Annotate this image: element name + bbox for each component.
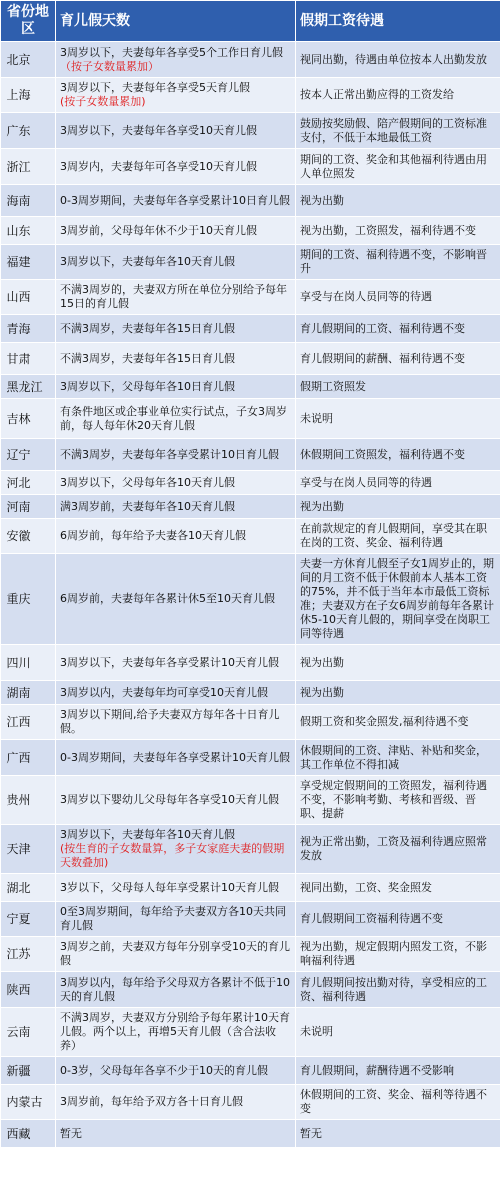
header-pay-treatment: 假期工资待遇 [296,1,500,42]
leave-days-cell [56,1085,296,1120]
table-row [1,315,500,343]
leave-days-text: 3岁以下，父母每人每年享受累计10天育儿假 [60,880,279,894]
table-row [1,245,500,280]
table-row [1,495,500,519]
province-cell: 天津 [1,825,56,874]
leave-days-cell [56,972,296,1008]
leave-days-text: 3周岁以下，夫妻每年各享受累计10天育儿假 [60,655,279,669]
province-cell: 吉林 [1,399,56,439]
leave-days-text: 3周岁以下，夫妻每年各10天育儿假 [60,255,235,268]
province-cell: 湖南 [1,681,56,705]
leave-days-text: 3周岁前，每年给予双方各十日育儿假 [60,1095,243,1108]
pay-treatment-cell: 视为出勤，工资照发，福利待遇不变 [296,217,500,245]
leave-days-cell [56,1008,296,1057]
leave-days-text: 不满3周岁，夫妻每年各15日育儿假 [60,351,235,365]
table-row [1,874,500,902]
leave-days-cell [56,375,296,399]
pay-treatment-cell: 享受规定假期间的工资照发，福利待遇不变，不影响考勤、考核和晋级、晋职、提薪 [296,776,500,825]
pay-treatment-cell: 休假期间的工资、奖金、福利等待遇不变 [296,1085,500,1120]
pay-treatment-cell: 视为出勤 [296,185,500,217]
pay-treatment-cell: 视为出勤 [296,495,500,519]
pay-treatment-cell: 视为出勤 [296,645,500,681]
province-cell: 辽宁 [1,439,56,471]
leave-days-cell [56,1120,296,1148]
leave-days-cell [56,315,296,343]
leave-days-text: 3周岁以下，夫妻每年各享受5个工作日育儿假 [60,45,283,59]
pay-treatment-cell: 育儿假期间的工资、福利待遇不变 [296,315,500,343]
province-cell: 河南 [1,495,56,519]
pay-treatment-cell: 视同出勤，工资、奖金照发 [296,874,500,902]
pay-treatment-cell: 未说明 [296,1008,500,1057]
table-body [1,42,500,1148]
leave-days-cell [56,825,296,874]
pay-treatment-cell: 暂无 [296,1120,500,1148]
table-row [1,78,500,113]
table-row [1,740,500,776]
pay-treatment-cell: 视为正常出勤，工资及福利待遇应照常发放 [296,825,500,874]
pay-treatment-cell: 视为出勤 [296,681,500,705]
pay-treatment-cell: 育儿假期间，薪酬待遇不受影响 [296,1057,500,1085]
leave-days-cell [56,874,296,902]
province-cell: 湖北 [1,874,56,902]
province-cell: 上海 [1,78,56,113]
province-cell: 广西 [1,740,56,776]
leave-days-text: 3周岁以下，父母每年各10天育儿假 [60,475,235,489]
pay-treatment-cell: 视为出勤，规定假期内照发工资，不影响福利待遇 [296,937,500,972]
province-cell: 福建 [1,245,56,280]
leave-days-text: 3周岁以内，夫妻每年均可享受10天育儿假 [60,685,268,699]
table-row [1,399,500,439]
pay-treatment-cell: 享受与在岗人员同等的待遇 [296,471,500,495]
table-row [1,937,500,972]
province-cell: 山东 [1,217,56,245]
leave-days-text: 3周岁以下，夫妻每年各10天育儿假 [60,828,235,841]
province-cell: 甘肃 [1,343,56,375]
province-cell: 江苏 [1,937,56,972]
table-row [1,217,500,245]
leave-days-text: 3周岁以下婴幼儿父母每年各享受10天育儿假 [60,793,279,806]
leave-days-text: 3周岁以下，父母每年各10日育儿假 [60,379,235,393]
province-cell: 安徽 [1,519,56,554]
province-cell: 云南 [1,1008,56,1057]
leave-days-cell [56,471,296,495]
province-cell: 北京 [1,42,56,78]
pay-treatment-cell: 鼓励按奖励假、陪产假期间的工资标准支付，不低于本地最低工资 [296,113,500,149]
table-row [1,705,500,740]
leave-days-cell [56,645,296,681]
leave-days-text: 3周岁以下，夫妻每年各享受10天育儿假 [60,123,257,137]
leave-days-cell [56,149,296,185]
pay-treatment-cell: 育儿假期间工资福利待遇不变 [296,902,500,937]
pay-treatment-cell: 休假期间的工资、津贴、补贴和奖金，其工作单位不得扣减 [296,740,500,776]
leave-days-text: 满3周岁前，夫妻每年各10天育儿假 [60,499,235,513]
pay-treatment-cell: 未说明 [296,399,500,439]
province-cell: 新疆 [1,1057,56,1085]
header-leave-days: 育儿假天数 [56,1,296,42]
leave-days-cell [56,937,296,972]
leave-days-text: 0至3周岁期间，每年给予夫妻双方各10天共同育儿假 [60,905,286,932]
leave-days-text: 0-3周岁期间，夫妻每年各享受累计10天育儿假 [60,750,290,764]
leave-days-text: 有条件地区或企事业单位实行试点，子女3周岁前，每人每年休20天育儿假 [60,404,287,432]
table-row [1,42,500,78]
leave-days-cell [56,245,296,280]
table-header-row [1,1,500,42]
table-row [1,185,500,217]
leave-days-cell [56,439,296,471]
table-row [1,554,500,645]
province-cell: 青海 [1,315,56,343]
leave-days-cell [56,42,296,78]
leave-note: (按子女数量累加) [60,95,146,108]
leave-days-cell [56,519,296,554]
leave-days-cell [56,776,296,825]
province-cell: 山西 [1,280,56,315]
leave-days-cell [56,681,296,705]
pay-treatment-cell: 夫妻一方休育儿假至子女1周岁止的，期间的月工资不低于休假前本人基本工资的75%，并不低于当年本市最低工资标准；夫妻双方在子女6周岁前每年各累计休5-10天育儿假的，期间享受在岗职工同等待遇 [296,554,500,645]
province-cell: 四川 [1,645,56,681]
pay-treatment-cell: 假期工资照发 [296,375,500,399]
province-cell: 海南 [1,185,56,217]
leave-days-text: 0-3周岁期间，夫妻每年各享受累计10日育儿假 [60,193,290,207]
leave-days-text: 3周岁以内，每年给予父母双方各累计不低于10天的育儿假 [60,975,290,1003]
leave-days-text: 3周岁之前，夫妻双方每年分别享受10天的育儿假 [60,940,290,967]
leave-note: （按子女数量累加） [60,59,159,73]
province-cell: 河北 [1,471,56,495]
table-row [1,113,500,149]
pay-treatment-cell: 期间的工资、福利待遇不变，不影响晋升 [296,245,500,280]
province-cell: 黑龙江 [1,375,56,399]
table-row [1,681,500,705]
table-row [1,149,500,185]
leave-days-cell [56,399,296,439]
pay-treatment-cell: 育儿假期间的薪酬、福利待遇不变 [296,343,500,375]
leave-days-text: 6周岁前，夫妻每年各累计休5至10天育儿假 [60,592,275,605]
province-cell: 贵州 [1,776,56,825]
leave-days-cell [56,554,296,645]
table-row [1,1008,500,1057]
leave-days-text: 不满3周岁，夫妻每年各15日育儿假 [60,321,235,335]
leave-days-cell [56,343,296,375]
leave-days-cell [56,705,296,740]
province-cell: 重庆 [1,554,56,645]
leave-days-text: 3周岁以下期间,给予夫妻双方每年各十日育儿假。 [60,708,280,735]
table-row [1,280,500,315]
province-cell: 江西 [1,705,56,740]
leave-days-cell [56,78,296,113]
leave-days-text: 0-3岁，父母每年各享不少于10天的育儿假 [60,1063,268,1077]
table-row [1,1120,500,1148]
table-row [1,1085,500,1120]
table-row [1,825,500,874]
leave-days-cell [56,902,296,937]
table-row [1,1057,500,1085]
leave-days-cell [56,185,296,217]
table-row [1,645,500,681]
province-cell: 广东 [1,113,56,149]
province-cell: 浙江 [1,149,56,185]
leave-days-cell [56,217,296,245]
leave-days-text: 暂无 [60,1126,82,1140]
leave-days-text: 不满3周岁，夫妻双方分别给予每年累计10天育儿假。两个以上，再增5天育儿假（含合法收养） [60,1011,290,1052]
leave-days-cell [56,495,296,519]
pay-treatment-cell: 休假期间工资照发，福利待遇不变 [296,439,500,471]
leave-days-cell [56,113,296,149]
header-province: 省份地区 [1,1,56,42]
leave-days-cell [56,740,296,776]
pay-treatment-cell: 视同出勤，待遇由单位按本人出勤发放 [296,42,500,78]
table-row [1,343,500,375]
pay-treatment-cell: 期间的工资、奖金和其他福利待遇由用人单位照发 [296,149,500,185]
pay-treatment-cell: 假期工资和奖金照发,福利待遇不变 [296,705,500,740]
pay-treatment-cell: 在前款规定的育儿假期间，享受其在职在岗的工资、奖金、福利待遇 [296,519,500,554]
leave-days-cell [56,280,296,315]
table-row [1,519,500,554]
province-cell: 内蒙古 [1,1085,56,1120]
table-row [1,439,500,471]
table-row [1,902,500,937]
leave-days-text: 3周岁以下，夫妻每年各享受5天育儿假 [60,81,250,94]
province-cell: 陕西 [1,972,56,1008]
leave-days-text: 不满3周岁的，夫妻双方所在单位分别给予每年15日的育儿假 [60,283,287,310]
pay-treatment-cell: 按本人正常出勤应得的工资发给 [296,78,500,113]
table-row [1,471,500,495]
table-row [1,972,500,1008]
province-cell: 宁夏 [1,902,56,937]
leave-days-text: 6周岁前，每年给予夫妻各10天育儿假 [60,529,246,542]
table-row [1,375,500,399]
leave-note: (按生育的子女数量算，多子女家庭夫妻的假期天数叠加) [60,842,285,869]
leave-days-text: 不满3周岁，夫妻每年各享受累计10日育儿假 [60,447,279,461]
pay-treatment-cell: 育儿假期间按出勤对待，享受相应的工资、福利待遇 [296,972,500,1008]
province-cell: 西藏 [1,1120,56,1148]
leave-days-cell [56,1057,296,1085]
table-row [1,776,500,825]
leave-days-text: 3周岁内，夫妻每年可各享受10天育儿假 [60,159,257,173]
leave-days-text: 3周岁前，父母每年休不少于10天育儿假 [60,223,257,237]
pay-treatment-cell: 享受与在岗人员同等的待遇 [296,280,500,315]
